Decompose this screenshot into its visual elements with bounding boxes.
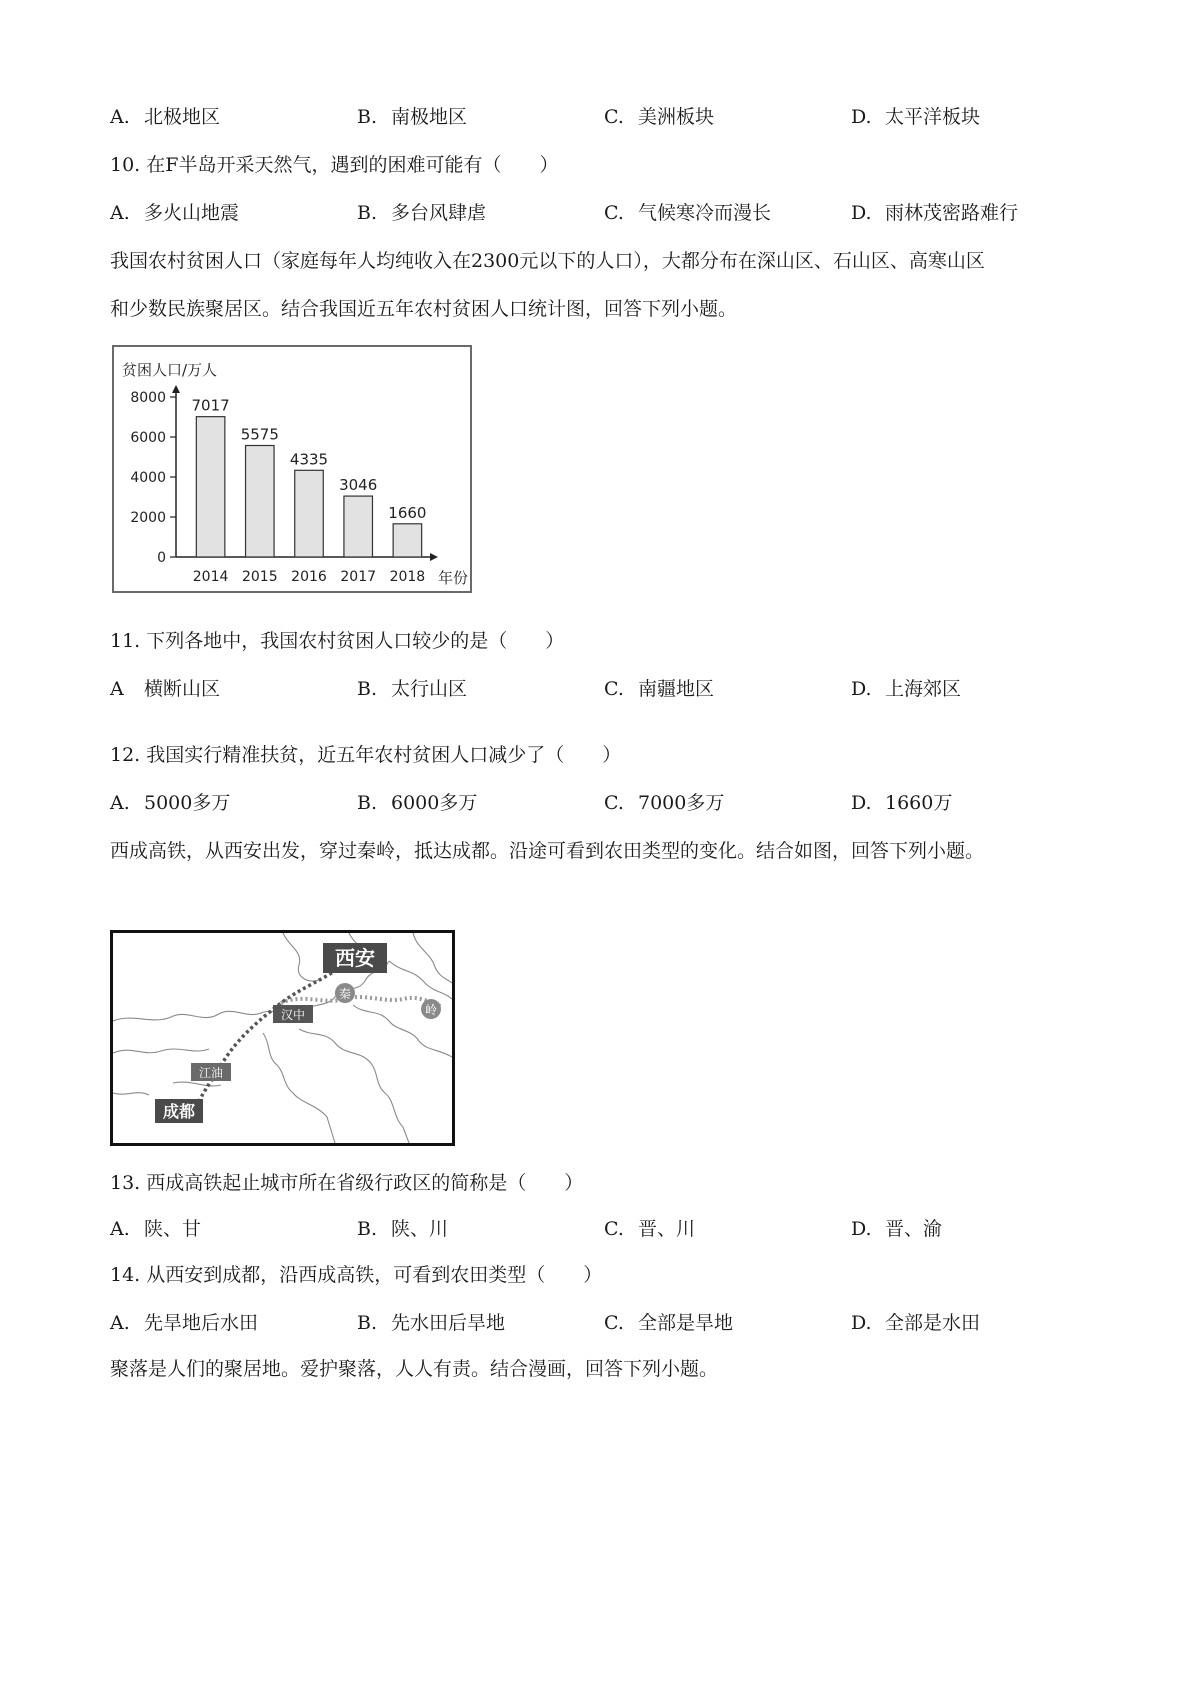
railway-map: [110, 930, 455, 1146]
bar-chart-svg: [114, 347, 470, 591]
q12-options: [110, 788, 1110, 818]
bar-value-label: 5575: [240, 425, 279, 444]
q13-option-c[interactable]: C. 晋、川: [604, 1218, 696, 1240]
bar-value-label: 3046: [339, 476, 378, 495]
x-tick-label: 2017: [340, 569, 377, 585]
q9-option-d[interactable]: D. 太平洋板块: [851, 106, 981, 128]
poverty-intro-line-1: 我国农村贫困人口（家庭每年人均纯收入在2300元以下的人口），大都分布在深山区、石山区、高寒山区: [110, 250, 985, 272]
q14-stem: 14. 从西安到成都，沿西成高铁，可看到农田类型（ ）: [110, 1264, 603, 1286]
q10-option-c[interactable]: C. 气候寒冷而漫长: [604, 202, 772, 224]
q13-option-a[interactable]: A. 陕、甘: [110, 1218, 202, 1240]
xian-label: [323, 943, 387, 973]
bar: [344, 496, 373, 557]
q11-option-d[interactable]: D. 上海郊区: [851, 678, 962, 700]
settlement-intro-line: 聚落是人们的聚居地。爱护聚落，人人有责。结合漫画，回答下列小题。: [110, 1358, 719, 1380]
qin-label-text: 秦: [338, 987, 352, 1001]
q12-option-c[interactable]: C. 7000多万: [604, 792, 725, 814]
q11-options: [110, 674, 1110, 704]
railway-map-svg: [113, 933, 452, 1143]
jiangyou-label: [191, 1063, 231, 1081]
chengdu-label: [155, 1099, 203, 1123]
x-tick-label: 2015: [241, 569, 278, 585]
qin-label: [335, 983, 355, 1003]
bar: [393, 524, 422, 557]
q11-stem: 11. 下列各地中，我国农村贫困人口较少的是（ ）: [110, 630, 565, 652]
q9-option-a[interactable]: A. 北极地区: [110, 106, 221, 128]
q9-option-c[interactable]: C. 美洲板块: [604, 106, 715, 128]
q11-option-c[interactable]: C. 南疆地区: [604, 678, 715, 700]
y-axis-arrow: [172, 385, 180, 393]
y-tick-label: 4000: [130, 470, 166, 486]
q14-options: [110, 1308, 1110, 1338]
y-tick-label: 6000: [130, 430, 166, 446]
q12-option-d[interactable]: D. 1660万: [851, 792, 953, 814]
bar: [295, 470, 324, 557]
x-tick-label: 2014: [192, 569, 229, 585]
y-tick-label: 2000: [130, 510, 166, 526]
q14-option-c[interactable]: C. 全部是旱地: [604, 1312, 734, 1334]
jiangyou-label-text: 江油: [198, 1066, 224, 1080]
q9-option-b[interactable]: B. 南极地区: [357, 106, 468, 128]
ling-label: [421, 999, 441, 1019]
hanzhong-label: [273, 1005, 313, 1023]
hanzhong-label-text: 汉中: [280, 1008, 306, 1022]
q13-options: [110, 1214, 1110, 1244]
x-tick-label: 2018: [389, 569, 426, 585]
bar-value-label: 1660: [388, 503, 427, 522]
q13-stem: 13. 西成高铁起止城市所在省级行政区的简称是（ ）: [110, 1172, 584, 1194]
x-axis-arrow: [430, 553, 438, 561]
y-axis-label: 贫困人口/万人: [122, 361, 218, 379]
q12-option-a[interactable]: A. 5000多万: [110, 792, 231, 814]
xian-label-text: 西安: [335, 946, 375, 970]
q10-stem: 10. 在F半岛开采天然气，遇到的困难可能有（ ）: [110, 154, 559, 176]
q13-option-d[interactable]: D. 晋、渝: [851, 1218, 943, 1240]
railway-intro-line: 西成高铁，从西安出发，穿过秦岭，抵达成都。沿途可看到农田类型的变化。结合如图，回答下列小题。: [110, 840, 985, 862]
q9-options: [110, 102, 1110, 132]
x-tick-label: 2016: [291, 569, 327, 585]
q13-option-b[interactable]: B. 陕、川: [357, 1218, 449, 1240]
bar-value-label: 7017: [191, 396, 230, 415]
poverty-intro-line-2: 和少数民族聚居区。结合我国近五年农村贫困人口统计图，回答下列小题。: [110, 298, 738, 320]
q10-options: [110, 198, 1110, 228]
y-tick-label: 8000: [130, 390, 166, 406]
x-axis-label: 年份: [438, 569, 469, 587]
ling-label-text: 岭: [424, 1003, 438, 1017]
q10-option-a[interactable]: A. 多火山地震: [110, 202, 240, 224]
q10-option-b[interactable]: B. 多台风肆虐: [357, 202, 487, 224]
poverty-bar-chart: [112, 345, 472, 593]
y-tick-label: 0: [157, 550, 166, 566]
q12-stem: 12. 我国实行精准扶贫，近五年农村贫困人口减少了（ ）: [110, 744, 622, 766]
q10-option-d[interactable]: D. 雨林茂密路难行: [851, 202, 1019, 224]
bar-value-label: 4335: [289, 450, 329, 469]
chengdu-label-text: 成都: [162, 1102, 196, 1121]
q12-option-b[interactable]: B. 6000多万: [357, 792, 478, 814]
bar: [196, 417, 225, 557]
q14-option-d[interactable]: D. 全部是水田: [851, 1312, 981, 1334]
q11-option-b[interactable]: B. 太行山区: [357, 678, 468, 700]
bar: [246, 446, 275, 558]
q11-option-a[interactable]: A 横断山区: [110, 678, 221, 700]
q14-option-a[interactable]: A. 先旱地后水田: [110, 1312, 259, 1334]
q14-option-b[interactable]: B. 先水田后旱地: [357, 1312, 506, 1334]
